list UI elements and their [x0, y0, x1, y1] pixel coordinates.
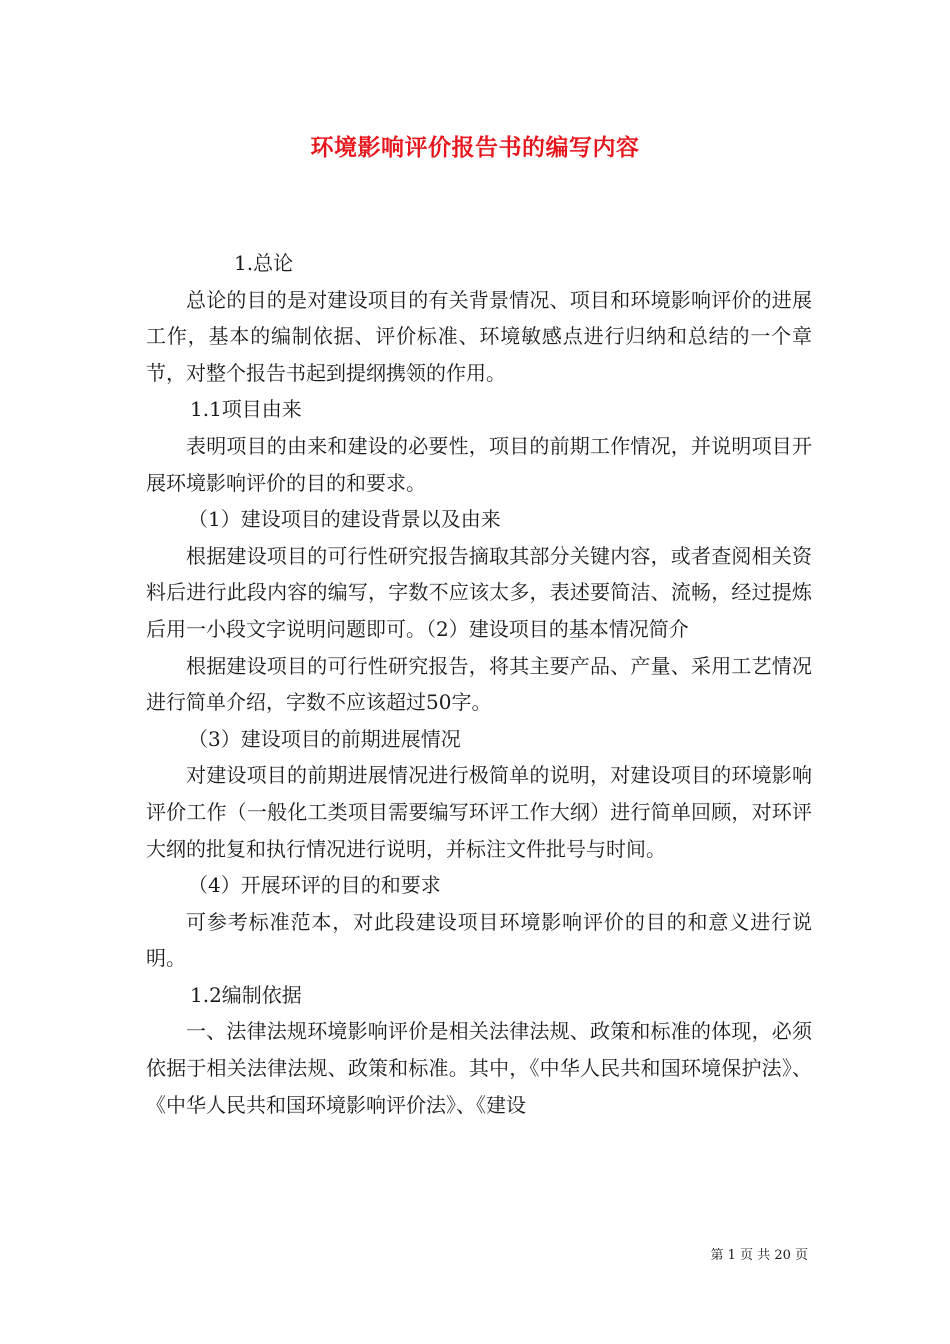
- page-number: 第 1 页 共 20 页: [710, 1248, 808, 1263]
- paragraph: 根据建设项目的可行性研究报告摘取其部分关键内容，或者查阅相关资料后进行此段内容的编写，字数不应该太多，表述要简洁、流畅，经过提炼后用一小段文字说明问题即可。（2）建设项目的基本情况简介: [146, 543, 812, 641]
- paragraph: 表明项目的由来和建设的必要性，项目的前期工作情况，并说明项目开展环境影响评价的目的和要求。: [146, 433, 812, 495]
- subsection-heading: （4）开展环评的目的和要求: [188, 873, 441, 898]
- document-body: [146, 245, 812, 1123]
- subsection-heading: （1）建设项目的建设背景以及由来: [188, 507, 501, 532]
- section-heading-1-2: 1.2编制依据: [190, 982, 302, 1007]
- paragraph: 可参考标准范本，对此段建设项目环境影响评价的目的和意义进行说明。: [146, 909, 812, 971]
- paragraph: 根据建设项目的可行性研究报告，将其主要产品、产量、采用工艺情况进行简单介绍，字数不应该超过50字。: [146, 653, 812, 715]
- paragraph: 总论的目的是对建设项目的有关背景情况、项目和环境影响评价的进展工作，基本的编制依据、评价标准、环境敏感点进行归纳和总结的一个章节，对整个报告书起到提纲携领的作用。: [146, 287, 812, 385]
- paragraph: 对建设项目的前期进展情况进行极简单的说明，对建设项目的环境影响评价工作（一般化工类项目需要编写环评工作大纲）进行简单回顾，对环评大纲的批复和执行情况进行说明，并标注文件批号与时间。: [146, 763, 812, 861]
- document-title: 环境影响评价报告书的编写内容: [310, 134, 640, 161]
- section-heading-1-1: 1.1项目由来: [190, 397, 302, 422]
- paragraph: 一、法律法规环境影响评价是相关法律法规、政策和标准的体现，必须依据于相关法律法规、政策和标准。其中，《中华人民共和国环境保护法》、《中华人民共和国环境影响评价法》、《建设: [146, 1019, 812, 1117]
- subsection-heading: （3）建设项目的前期进展情况: [188, 726, 461, 751]
- section-heading-1: 1.总论: [234, 251, 294, 275]
